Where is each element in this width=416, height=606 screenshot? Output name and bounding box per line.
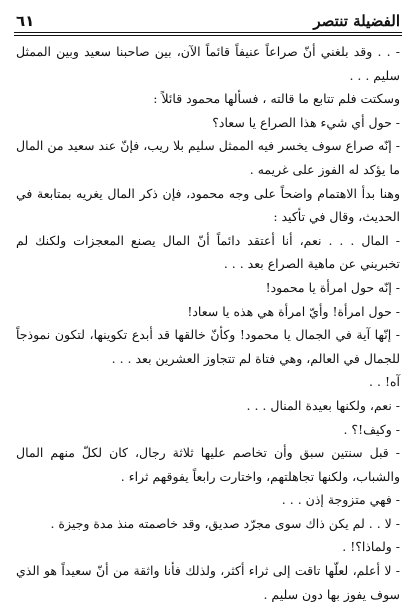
paragraph: - فهي متزوجة إذن . . .: [281, 492, 400, 508]
paragraph: - قبل سنتين سبق وأن تخاصم عليها ثلاثة رجال، كان لكلّ منهم المال والشباب، ولكنها تجاهلتهم، واختارت رابعاً يفوقهم ثراء .: [16, 445, 400, 484]
paragraph: - وكيف!؟ .: [343, 421, 400, 437]
paragraph: وسكتت فلم تتابع ما قالته ، فسألها محمود قائلاً :: [153, 91, 400, 107]
paragraph: - إنّها آية في الجمال يا محمود! وكأنّ خالقها قد أبدع تكوينها، لتكون نموذجاً للجمال في العالم، وهي فتاة لم تتجاوز العشرين بعد . . .: [16, 327, 400, 366]
paragraph: - ولماذا؟! .: [342, 539, 400, 555]
paragraph: - لا . . لم يكن ذاك سوى مجرّد صديق، وقد خاصمته منذ مدة وجيزة .: [50, 515, 400, 531]
page-body: [16, 40, 400, 606]
paragraph: - حول امرأة! وأيّ امرأة هي هذه يا سعاد!: [187, 303, 400, 319]
paragraph: - إنّه حول امرأة يا محمود!: [265, 279, 400, 295]
header-rule: [14, 32, 402, 33]
page-header: [16, 8, 400, 30]
paragraph: - حول أي شيء هذا الصراع يا سعاد؟: [212, 114, 400, 130]
paragraph: - المال . . . نعم، أنا أعتقد دائماً أنّ المال يصنع المعجزات ولكنك لم تخبريني عن ماهية الصراع بعد . . .: [16, 232, 400, 272]
paragraph: - لا أعلم، لعلّها تاقت إلى ثراء أكثر، ولذلك فأنا واثقة من أنّ سعيداً هو الذي سوف يفوز بها دون سليم .: [16, 563, 400, 602]
paragraph: - إنّه صراع سوف يخسر فيه الممثل سليم بلا ريب، فإنّ عند سعيد من المال ما يؤكد له الفوز على غريمه .: [16, 138, 400, 177]
running-title: الفضيلة تنتصر: [313, 12, 400, 30]
paragraph: - نعم، ولكنها بعيدة المنال . . .: [246, 397, 400, 413]
paragraph: آه! . .: [369, 374, 400, 390]
paragraph: وهنا بدأ الاهتمام واضحاً على وجه محمود، فإن ذكر المال يغريه بمتابعة في الحديث، وقال في تأكيد :: [16, 185, 400, 225]
paragraph: - . . وقد بلغني أنّ صراعاً عنيفاً قائماً الآن، بين صاحبنا سعيد وبين الممثل سليم . . .: [16, 44, 400, 83]
page-number: ٦١: [16, 12, 35, 30]
header-rule-thin: [14, 35, 402, 36]
